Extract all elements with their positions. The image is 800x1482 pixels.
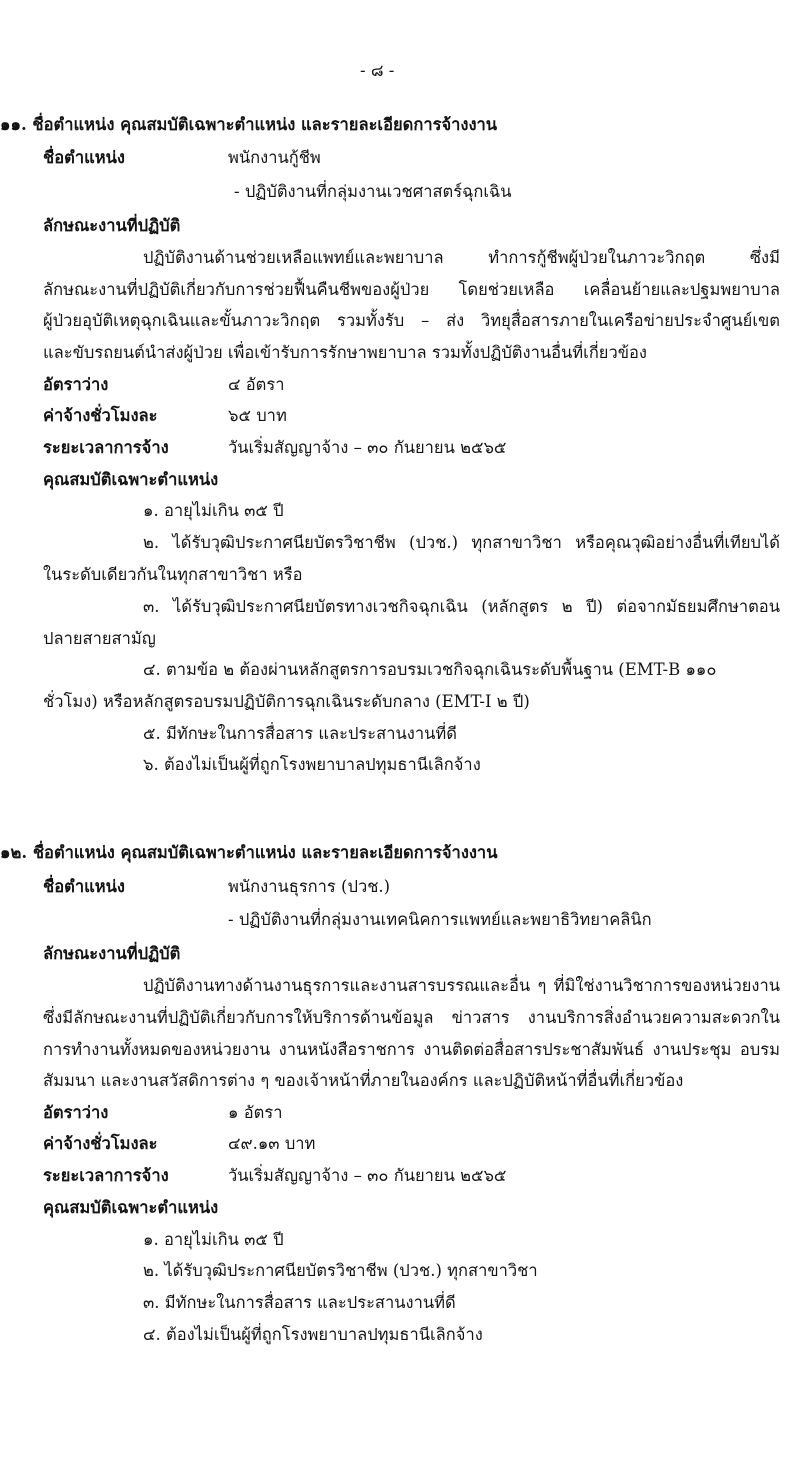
section-12-vacancy-value: ๑ อัตรา — [228, 1103, 283, 1122]
section-11-wage-value: ๖๕ บาท — [228, 406, 287, 425]
section-11-duties-label: ลักษณะงานที่ปฏิบัติ — [43, 216, 181, 235]
section-12-period-value: วันเริ่มสัญญาจ้าง – ๓๐ กันยายน ๒๕๖๕ — [228, 1166, 507, 1185]
section-11-duties-line: และขับรถยนต์นำส่งผู้ป่วย เพื่อเข้ารับการรักษาพยาบาล รวมทั้งปฏิบัติงานอื่นที่เกี่ยวข้อง — [43, 343, 647, 362]
section-11-qualifications-label: คุณสมบัติเฉพาะตำแหน่ง — [43, 470, 219, 489]
section-11-duties-line: ปฏิบัติงานด้านช่วยเหลือแพทย์และพยาบาล ทำการกู้ชีพผู้ป่วยในภาวะวิกฤต ซึ่งมี — [143, 248, 780, 267]
section-11-duties-line: ลักษณะงานที่ปฏิบัติเกี่ยวกับการช่วยฟื้นคืนชีพของผู้ป่วย โดยช่วยเหลือ เคลื่อนย้ายและปฐมพยาบาล — [43, 280, 780, 299]
section-11-qualification-item: ปลายสายสามัญ — [43, 629, 156, 648]
section-11-qualification-item: ชั่วโมง) หรือหลักสูตรอบรมปฏิบัติการฉุกเฉินระดับกลาง (EMT-I ๒ ปี) — [43, 692, 530, 711]
section-12-period-label: ระยะเวลาการจ้าง — [43, 1166, 169, 1185]
section-12-heading: ๑๒. ชื่อตำแหน่ง คุณสมบัติเฉพาะตำแหน่ง และรายละเอียดการจ้างงาน — [0, 843, 498, 862]
section-11-position-label: ชื่อตำแหน่ง — [43, 148, 125, 167]
section-11-vacancy-value: ๔ อัตรา — [228, 375, 285, 394]
section-12-position-label: ชื่อตำแหน่ง — [43, 877, 125, 896]
section-11-period-value: วันเริ่มสัญญาจ้าง – ๓๐ กันยายน ๒๕๖๕ — [228, 438, 507, 457]
section-12-duties-line: ปฏิบัติงานทางด้านงานธุรการและงานสารบรรณและอื่น ๆ ที่มิใช่งานวิชาการของหน่วยงาน — [143, 976, 780, 995]
section-11-qualification-item: ๑. อายุไม่เกิน ๓๕ ปี — [143, 501, 284, 520]
section-12-qualifications-label: คุณสมบัติเฉพาะตำแหน่ง — [43, 1198, 219, 1217]
section-12-qualification-item: ๓. มีทักษะในการสื่อสาร และประสานงานที่ดี — [143, 1293, 456, 1312]
section-12-duties-line: การทำงานทั้งหมดของหน่วยงาน งานหนังสือราชการ งานติดต่อสื่อสารประชาสัมพันธ์ งานประชุม อบรม — [43, 1040, 780, 1059]
section-12-wage-value: ๔๙.๑๓ บาท — [228, 1134, 316, 1153]
section-11-qualification-item: ๓. ได้รับวุฒิประกาศนียบัตรทางเวชกิจฉุกเฉิน (หลักสูตร ๒ ปี) ต่อจากมัธยมศึกษาตอน — [143, 597, 780, 616]
section-11-wage-label: ค่าจ้างชั่วโมงละ — [43, 406, 158, 425]
section-12-wage-label: ค่าจ้างชั่วโมงละ — [43, 1134, 158, 1153]
section-11-qualification-item: ๒. ได้รับวุฒิประกาศนียบัตรวิชาชีพ (ปวช.) ทุกสาขาวิชา หรือคุณวุฒิอย่างอื่นที่เทียบได้ — [143, 533, 780, 552]
section-11-qualification-item: ๕. มีทักษะในการสื่อสาร และประสานงานที่ดี — [143, 724, 457, 743]
section-12-qualification-item: ๔. ต้องไม่เป็นผู้ที่ถูกโรงพยาบาลปทุมธานีเลิกจ้าง — [143, 1325, 483, 1344]
section-12-duties-label: ลักษณะงานที่ปฏิบัติ — [43, 944, 181, 963]
section-12-qualification-item: ๒. ได้รับวุฒิประกาศนียบัตรวิชาชีพ (ปวช.) ทุกสาขาวิชา — [143, 1261, 538, 1280]
section-11-qualification-item: ๔. ตามข้อ ๒ ต้องผ่านหลักสูตรการอบรมเวชกิจฉุกเฉินระดับพื้นฐาน (EMT-B ๑๑๐ — [143, 660, 717, 679]
section-12-duties-line: ซึ่งมีลักษณะงานที่ปฏิบัติเกี่ยวกับการให้บริการด้านข้อมูล ข่าวสาร งานบริการสิ่งอำนวยความสะดวกใน — [43, 1008, 780, 1027]
section-11-duties-line: ผู้ป่วยอุบัติเหตุฉุกเฉินและขั้นภาวะวิกฤต รวมทั้งรับ – ส่ง วิทยุสื่อสารภายในเครือข่ายประจำศูนย์เขต — [43, 311, 780, 330]
page-number: - ๘ - — [360, 61, 395, 80]
section-11-qualification-item: ในระดับเดียวกันในทุกสาขาวิชา หรือ — [43, 565, 303, 584]
section-11-qualification-item: ๖. ต้องไม่เป็นผู้ที่ถูกโรงพยาบาลปทุมธานีเลิกจ้าง — [143, 755, 481, 774]
section-12-position-note: - ปฏิบัติงานที่กลุ่มงานเทคนิคการแพทย์และพยาธิวิทยาคลินิก — [228, 910, 652, 929]
section-11-heading: ๑๑. ชื่อตำแหน่ง คุณสมบัติเฉพาะตำแหน่ง และรายละเอียดการจ้างงาน — [0, 115, 498, 134]
section-11-vacancy-label: อัตราว่าง — [43, 375, 109, 394]
section-12-vacancy-label: อัตราว่าง — [43, 1103, 109, 1122]
section-12-qualification-item: ๑. อายุไม่เกิน ๓๕ ปี — [143, 1230, 284, 1249]
section-11-position-value: พนักงานกู้ชีพ — [228, 148, 321, 167]
section-12-position-value: พนักงานธุรการ (ปวช.) — [228, 877, 391, 896]
section-11-position-note: - ปฏิบัติงานที่กลุ่มงานเวชศาสตร์ฉุกเฉิน — [234, 182, 512, 201]
section-12-duties-line: สัมมนา และงานสวัสดิการต่าง ๆ ของเจ้าหน้าที่ภายในองค์กร และปฏิบัติหน้าที่อื่นที่เกี่ยวข้อง — [43, 1071, 684, 1090]
section-11-period-label: ระยะเวลาการจ้าง — [43, 438, 169, 457]
